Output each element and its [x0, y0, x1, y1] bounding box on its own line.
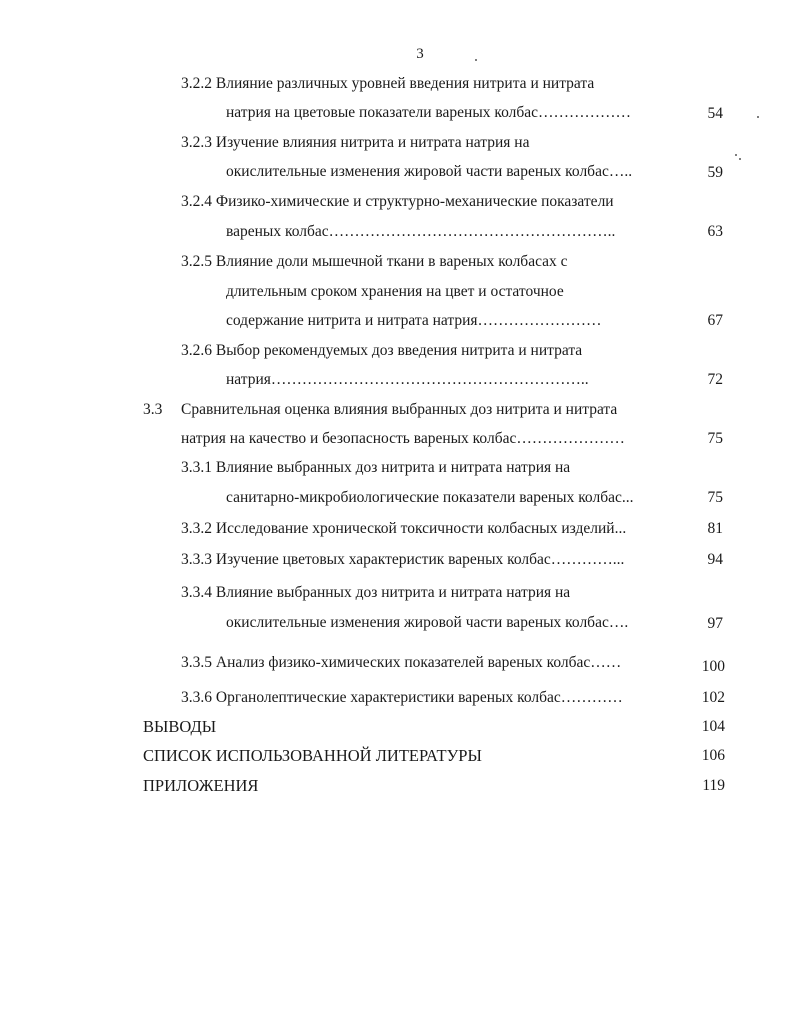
- toc-entry-line: натрия……………………………………………………..: [226, 371, 589, 388]
- toc-entry-line: 3.3.2 Исследование хронической токсичности колбасных изделий...: [181, 520, 627, 537]
- toc-entry-line: длительным сроком хранения на цвет и остаточное: [226, 283, 564, 300]
- toc-entry-line: 3.3.5 Анализ физико-химических показателей вареных колбас……: [181, 654, 622, 671]
- toc-page-number: 67: [707, 312, 723, 329]
- scan-speck: [757, 116, 759, 118]
- toc-entry-line: 3.2.5 Влияние доли мышечной ткани в вареных колбасах с: [181, 253, 568, 270]
- page-number: 3: [416, 46, 424, 62]
- toc-entry-line: 3.2.6 Выбор рекомендуемых доз введения нитрита и нитрата: [181, 342, 583, 359]
- toc-page-number: 75: [707, 489, 723, 506]
- toc-page-number: 102: [701, 689, 725, 706]
- toc-entry-line: натрия на качество и безопасность вареных колбас…………………: [181, 430, 625, 447]
- toc-entry-line: 3.2.3 Изучение влияния нитрита и нитрата натрия на: [181, 134, 530, 151]
- toc-page-number: 59: [707, 164, 723, 181]
- toc-section-number: 3.3: [143, 401, 163, 418]
- toc-entry-line: 3.3.6 Органолептические характеристики вареных колбас…………: [181, 689, 623, 706]
- toc-entry-line: ПРИЛОЖЕНИЯ: [143, 776, 259, 795]
- toc-entry-line: 3.3.1 Влияние выбранных доз нитрита и нитрата натрия на: [181, 459, 571, 476]
- toc-page-number: 119: [702, 777, 725, 794]
- toc-page-number: 75: [707, 430, 723, 447]
- toc-entry-line: Сравнительная оценка влияния выбранных доз нитрита и нитрата: [181, 401, 618, 418]
- toc-page-number: 54: [707, 105, 723, 122]
- toc-entry-line: 3.3.4 Влияние выбранных доз нитрита и нитрата натрия на: [181, 584, 571, 601]
- toc-entry-line: 3.2.2 Влияние различных уровней введения нитрита и нитрата: [181, 75, 595, 92]
- toc-page-number: 100: [701, 658, 725, 675]
- toc-page-number: 72: [707, 371, 723, 388]
- toc-entry-line: натрия на цветовые показатели вареных колбас………………: [226, 104, 632, 121]
- toc-entry-line: окислительные изменения жировой части вареных колбас…..: [226, 163, 633, 180]
- toc-entry-line: 3.3.3 Изучение цветовых характеристик вареных колбас…………...: [181, 551, 625, 568]
- toc-page-number: 97: [707, 615, 723, 632]
- toc-page-number: 104: [701, 718, 725, 735]
- toc-entry-line: вареных колбас………………………………………………..: [226, 223, 616, 240]
- scan-speck: [475, 59, 477, 61]
- scan-speck: [735, 154, 737, 156]
- toc-entry-line: санитарно-микробиологические показатели вареных колбас...: [226, 489, 634, 506]
- toc-entry-line: ВЫВОДЫ: [143, 717, 217, 736]
- toc-entry-line: СПИСОК ИСПОЛЬЗОВАННОЙ ЛИТЕРАТУРЫ: [143, 746, 482, 765]
- toc-page-number: 94: [707, 551, 723, 568]
- toc-entry-line: окислительные изменения жировой части вареных колбас….: [226, 614, 629, 631]
- scan-speck: [739, 158, 741, 160]
- toc-entry-line: 3.2.4 Физико-химические и структурно-механические показатели: [181, 193, 614, 210]
- toc-page-number: 63: [707, 223, 723, 240]
- toc-page-number: 81: [707, 520, 723, 537]
- toc-page-number: 106: [701, 747, 725, 764]
- toc-entry-line: содержание нитрита и нитрата натрия……………………: [226, 312, 602, 329]
